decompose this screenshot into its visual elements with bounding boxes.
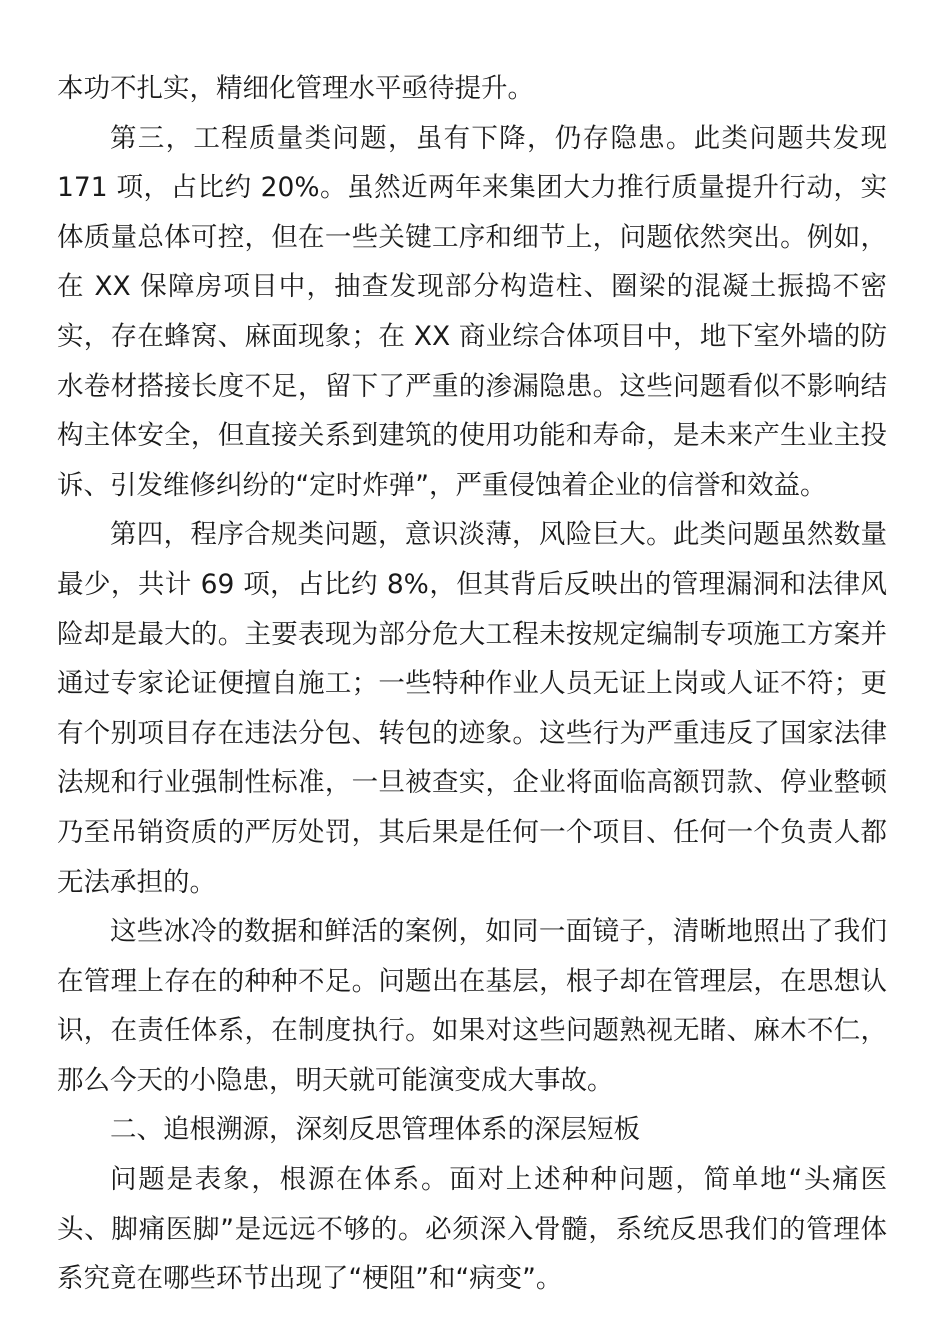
document-body: [57, 64, 887, 1304]
paragraph-section-intro: 问题是表象，根源在体系。面对上述种种问题，简单地“头痛医头、脚痛医脚”是远远不够的。必须深入骨髓，系统反思我们的管理体系究竟在哪些环节出现了“梗阻”和“病变”。: [57, 1164, 887, 1295]
paragraph-compliance-issues: 第四，程序合规类问题，意识淡薄，风险巨大。此类问题虽然数量最少，共计 69 项，占比约 8%，但其背后反映出的管理漏洞和法律风险却是最大的。主要表现为部分危大工程未按规定编制专项施工方案并通过专家论证便擅自施工；一些特种作业人员无证上岗或人证不符；更有个别项目存在违法分包、转包的迹象。这些行为严重违反了国家法律法规和行业强制性标准，一旦被查实，企业将面临高额罚款、停业整顿乃至吊销资质的严厉处罚，其后果是任何一个项目、任何一个负责人都无法承担的。: [57, 519, 887, 898]
paragraph-summary: 这些冰冷的数据和鲜活的案例，如同一面镜子，清晰地照出了我们在管理上存在的种种不足。问题出在基层，根子却在管理层，在思想认识，在责任体系，在制度执行。如果对这些问题熟视无睹、麻木不仁，那么今天的小隐患，明天就可能演变成大事故。: [57, 916, 887, 1096]
section-heading: 二、追根溯源，深刻反思管理体系的深层短板: [110, 1114, 640, 1146]
paragraph-quality-issues: 第三，工程质量类问题，虽有下降，仍存隐患。此类问题共发现 171 项，占比约 20%。虽然近两年来集团大力推行质量提升行动，实体质量总体可控，但在一些关键工序和细节上，问题依然突出。例如，在 XX 保障房项目中，抽查发现部分构造柱、圈梁的混凝土振捣不密实，存在蜂窝、麻面现象；在 XX 商业综合体项目中，地下室外墙的防水卷材搭接长度不足，留下了严重的渗漏隐患。这些问题看似不影响结构主体安全，但直接关系到建筑的使用功能和寿命，是未来产生业主投诉、引发维修纠纷的“定时炸弹”，严重侵蚀着企业的信誉和效益。: [57, 122, 887, 501]
paragraph-continuation: 本功不扎实，精细化管理水平亟待提升。: [57, 73, 534, 104]
